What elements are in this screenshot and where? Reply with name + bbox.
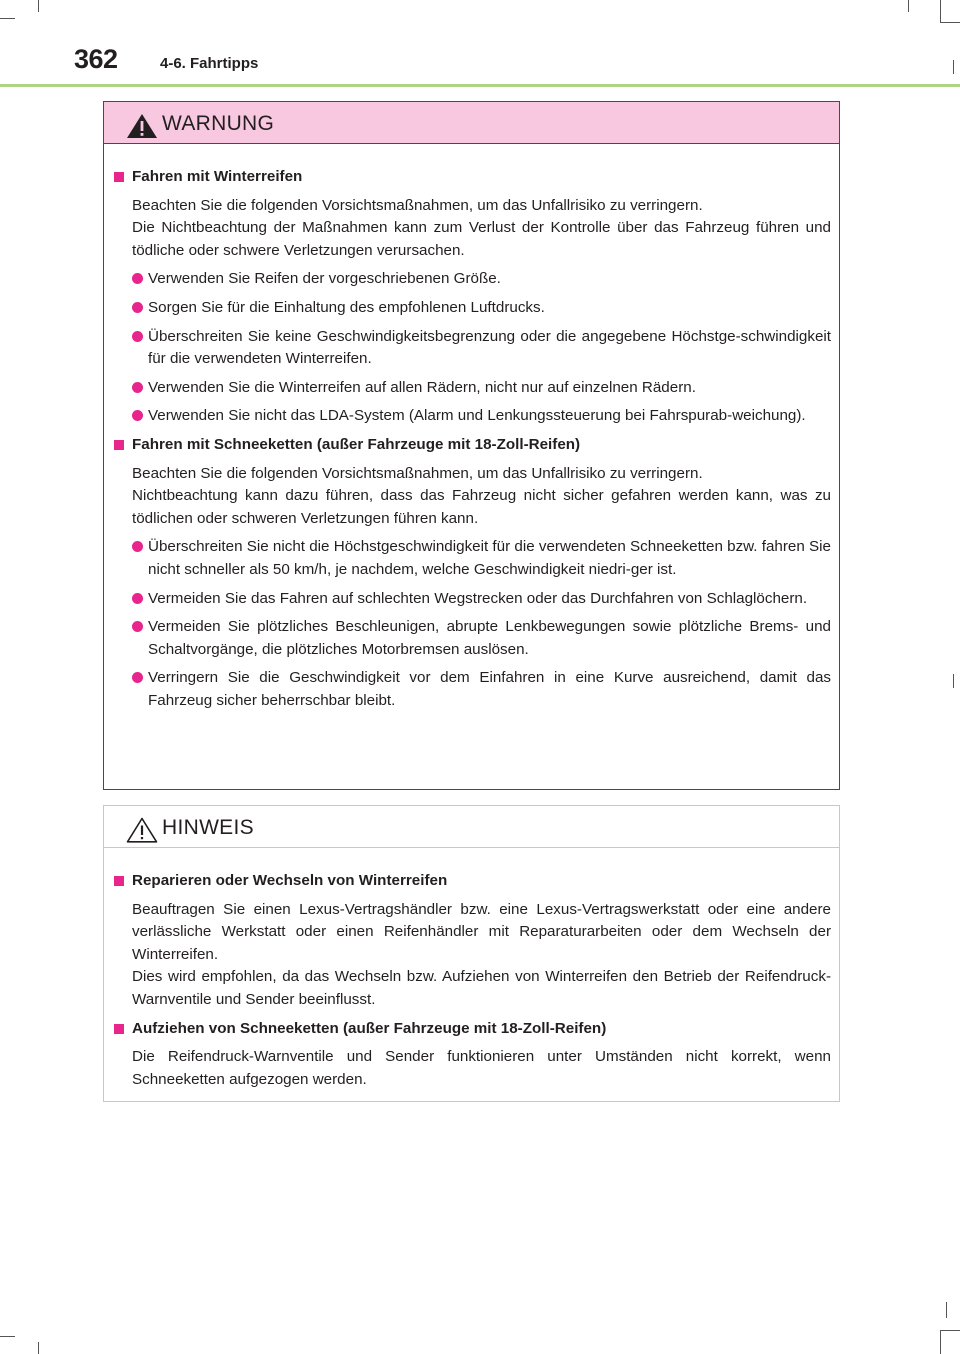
circle-bullet-icon: [132, 382, 143, 393]
notice-title: HINWEIS: [162, 816, 254, 839]
circle-bullet-icon: [132, 621, 143, 632]
list-item: Verringern Sie die Geschwindigkeit vor dem Einfahren in eine Kurve ausreichend, damit das Fahrzeug sicher beherrschbar bleibt.: [114, 667, 831, 712]
circle-bullet-icon: [132, 331, 143, 342]
notice-header: [104, 806, 839, 848]
square-bullet-icon: [114, 876, 124, 886]
warning-box: [103, 101, 840, 790]
crop-mark: [0, 18, 15, 19]
paragraph: Beachten Sie die folgenden Vorsichtsmaßnahmen, um das Unfallrisiko zu verringern.: [132, 196, 703, 214]
crop-mark: [940, 0, 941, 22]
paragraph: Die Reifendruck-Warnventile und Sender funktionieren unter Umständen nicht korrekt, wenn Schneeketten aufgezogen werden.: [132, 1048, 831, 1088]
notice-box: [103, 805, 840, 1102]
crop-mark: [908, 0, 909, 12]
paragraph: Die Nichtbeachtung der Maßnahmen kann zum Verlust der Kontrolle über das Fahrzeug führen und tödliche oder schwere Verletzungen verursachen.: [132, 219, 831, 259]
circle-bullet-icon: [132, 672, 143, 683]
section-heading: Reparieren oder Wechseln von Winterreifen: [114, 870, 831, 893]
warning-title: WARNUNG: [162, 112, 275, 135]
page-number: 362: [74, 44, 118, 74]
paragraph: Beauftragen Sie einen Lexus-Vertragshändler bzw. eine Lexus-Vertragswerkstatt oder eine andere verlässliche Werkstatt oder einen Reifenhändler mit Reparaturarbeiten oder dem Wechseln der Winterreifen.: [132, 900, 831, 963]
warning-content: [104, 144, 839, 712]
crop-mark: [940, 22, 960, 23]
list-item: Überschreiten Sie keine Geschwindigkeitsbegrenzung oder die angegebene Höchstge-schwindigkeit für die verwendeten Winterreifen.: [114, 326, 831, 371]
warning-triangle-icon: [126, 113, 158, 139]
list-item: Überschreiten Sie nicht die Höchstgeschwindigkeit für die verwendeten Schneeketten bzw. fahren Sie nicht schneller als 50 km/h, je nachdem, welche Geschwindigkeit niedri-ger ist.: [114, 536, 831, 581]
crop-mark: [38, 1342, 39, 1354]
list-item: Verwenden Sie Reifen der vorgeschriebenen Größe.: [114, 268, 831, 291]
notice-triangle-icon: [126, 817, 158, 843]
paragraph: Nichtbeachtung kann dazu führen, dass das Fahrzeug nicht sicher gefahren werden kann, was zu tödlichen oder schweren Verletzungen führen kann.: [132, 487, 831, 527]
circle-bullet-icon: [132, 302, 143, 313]
section-heading: Aufziehen von Schneeketten (außer Fahrzeuge mit 18-Zoll-Reifen): [114, 1018, 831, 1041]
list-item: Vermeiden Sie das Fahren auf schlechten Wegstrecken oder das Durchfahren von Schlaglöchern.: [114, 588, 831, 611]
crop-mark: [940, 1330, 941, 1354]
crop-mark: [38, 0, 39, 12]
list-item: Sorgen Sie für die Einhaltung des empfohlenen Luftdrucks.: [114, 297, 831, 320]
circle-bullet-icon: [132, 593, 143, 604]
crop-mark: [953, 60, 954, 74]
section-heading: Fahren mit Schneeketten (außer Fahrzeuge mit 18-Zoll-Reifen): [114, 434, 831, 457]
warning-header: [104, 102, 839, 144]
list-item: Verwenden Sie die Winterreifen auf allen Rädern, nicht nur auf einzelnen Rädern.: [114, 377, 831, 400]
square-bullet-icon: [114, 440, 124, 450]
crop-mark: [0, 1336, 15, 1337]
crop-mark: [953, 674, 954, 688]
notice-content: [104, 848, 839, 1091]
list-item: Verwenden Sie nicht das LDA-System (Alarm und Lenkungssteuerung bei Fahrspurab-weichung).: [114, 405, 831, 428]
circle-bullet-icon: [132, 273, 143, 284]
list-item: Vermeiden Sie plötzliches Beschleunigen, abrupte Lenkbewegungen sowie plötzliche Brems- und Schaltvorgänge, die plötzliches Motorbremsen auslösen.: [114, 616, 831, 661]
circle-bullet-icon: [132, 410, 143, 421]
paragraph: Beachten Sie die folgenden Vorsichtsmaßnahmen, um das Unfallrisiko zu verringern.: [132, 464, 703, 482]
crop-mark: [940, 1330, 960, 1331]
square-bullet-icon: [114, 172, 124, 182]
square-bullet-icon: [114, 1024, 124, 1034]
section-title: 4-6. Fahrtipps: [160, 55, 259, 72]
paragraph: Dies wird empfohlen, da das Wechseln bzw. Aufziehen von Winterreifen den Betrieb der Reifendruck-Warnventile und Sender beeinflusst.: [132, 968, 831, 1008]
header-rule: [0, 84, 960, 87]
circle-bullet-icon: [132, 541, 143, 552]
section-heading: Fahren mit Winterreifen: [114, 166, 831, 189]
crop-mark: [946, 1302, 947, 1318]
